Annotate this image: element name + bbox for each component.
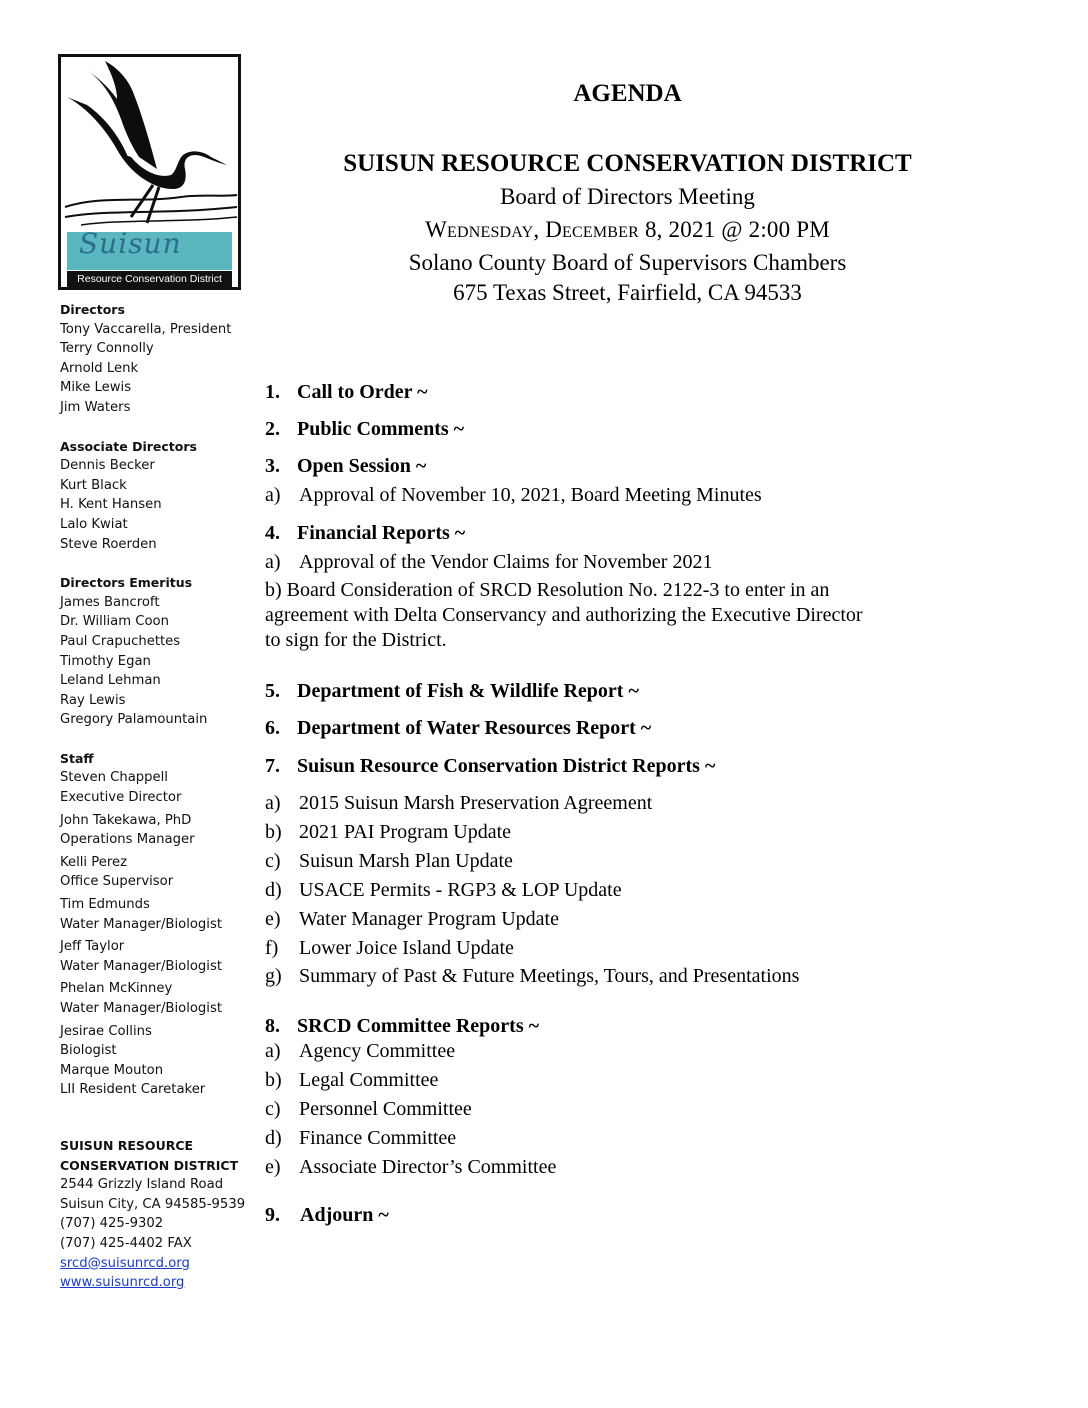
subitem-letter: b) (265, 1069, 282, 1091)
email-link[interactable]: srcd@suisunrcd.org (60, 1255, 190, 1271)
agenda-subitem-paragraph-line: b) Board Consideration of SRCD Resolution No. 2122-3 to enter in an (265, 579, 830, 601)
agenda-subitem (265, 1068, 438, 1093)
directors-group (60, 300, 260, 418)
item-label: SRCD Committee Reports ~ (297, 1015, 540, 1037)
staff-name: Marque Mouton (60, 1062, 164, 1078)
contact-org-name: SUISUN RESOURCE (60, 1137, 194, 1153)
subitem-text: Finance Committee (299, 1127, 457, 1149)
staff-group (60, 749, 260, 1100)
staff-name: Jeff Taylor (60, 939, 125, 955)
agenda-item (265, 1014, 539, 1039)
subitem-text: Water Manager Program Update (299, 908, 559, 930)
staff-name: Steven Chappell (60, 770, 168, 786)
item-number: 4. (265, 522, 280, 544)
item-label: Call to Order ~ (297, 381, 428, 403)
item-label: Suisun Resource Conservation District Reports ~ (297, 755, 716, 777)
item-number: 1. (265, 381, 280, 403)
staff-name: Jesirae Collins (60, 1023, 152, 1039)
subitem-letter: e) (265, 908, 281, 930)
district-logo (58, 54, 241, 290)
item-label: Financial Reports ~ (297, 522, 466, 544)
staff-name: Phelan McKinney (60, 981, 173, 997)
directors-emeritus-group (60, 573, 260, 730)
agenda-subitem (265, 1155, 556, 1180)
staff-title: Water Manager/Biologist (60, 958, 223, 974)
subitem-text: Legal Committee (299, 1069, 439, 1091)
contact-phone: (707) 425-9302 (60, 1216, 164, 1232)
emeritus-name: Paul Crapuchettes (60, 633, 181, 649)
contact-address: 2544 Grizzly Island Road (60, 1177, 224, 1193)
item-number: 7. (265, 755, 280, 777)
meeting-name: Board of Directors Meeting (500, 184, 755, 209)
agenda-subitem (265, 907, 559, 932)
agenda-item (265, 679, 639, 704)
staff-name: John Takekawa, PhD (60, 812, 192, 828)
subitem-letter: a) (265, 551, 281, 573)
associate-director-name: Lalo Kwiat (60, 516, 128, 532)
item-label: Adjourn ~ (300, 1204, 389, 1226)
subitem-text: Agency Committee (299, 1040, 456, 1062)
emeritus-name: Leland Lehman (60, 673, 161, 689)
staff-title: Operations Manager (60, 832, 195, 848)
subitem-text: Suisun Marsh Plan Update (299, 850, 513, 872)
agenda-subitem-paragraph-line: agreement with Delta Conservancy and authorizing the Executive Director (265, 604, 863, 626)
staff-title: Office Supervisor (60, 874, 174, 890)
associate-directors-group (60, 437, 260, 555)
meeting-address: 675 Texas Street, Fairfield, CA 94533 (453, 280, 802, 305)
subitem-text: 2021 PAI Program Update (299, 821, 512, 843)
emeritus-name: Timothy Egan (60, 653, 151, 669)
agenda-subitem (265, 849, 513, 874)
staff-name: Tim Edmunds (60, 897, 150, 913)
logo-script-text: Suisun (79, 227, 182, 260)
agenda-subitem (265, 483, 762, 508)
contact-city: Suisun City, CA 94585-9539 (60, 1196, 246, 1212)
staff-member (60, 937, 260, 976)
staff-member (60, 1022, 260, 1100)
director-name: Mike Lewis (60, 380, 132, 396)
item-label: Public Comments ~ (297, 418, 465, 440)
staff-title: Water Manager/Biologist (60, 1001, 223, 1016)
item-number: 3. (265, 455, 280, 477)
agenda-subitem (265, 878, 622, 903)
contact-org-name: CONSERVATION DISTRICT (60, 1157, 239, 1173)
agenda-subitem (265, 550, 712, 575)
item-number: 9. (265, 1204, 280, 1226)
agenda-title: AGENDA (573, 80, 682, 107)
subitem-text: Summary of Past & Future Meetings, Tours, and Presentations (299, 965, 800, 987)
emeritus-name: Gregory Palamountain (60, 712, 208, 728)
item-number: 2. (265, 418, 280, 440)
contact-block (60, 1136, 260, 1293)
staff-title: Water Manager/Biologist (60, 916, 223, 932)
subitem-letter: b) (265, 821, 282, 843)
subitem-letter: d) (265, 879, 282, 901)
associate-director-name: Steve Roerden (60, 536, 157, 552)
website-link[interactable]: www.suisunrcd.org (60, 1275, 185, 1291)
agenda-header (300, 78, 955, 306)
subitem-letter: f) (265, 937, 279, 959)
staff-title: Executive Director (60, 790, 182, 806)
associate-director-name: H. Kent Hansen (60, 497, 162, 513)
logo-caption: Resource Conservation District (67, 271, 232, 287)
directors-heading: Directors (60, 302, 125, 317)
emeritus-name: James Bancroft (60, 594, 160, 610)
item-label: Department of Water Resources Report ~ (297, 717, 652, 739)
subitem-text: Lower Joice Island Update (299, 937, 514, 959)
agenda-subitem (265, 1097, 472, 1122)
agenda-subitem (265, 820, 511, 845)
subitem-letter: a) (265, 484, 281, 506)
sidebar (60, 300, 260, 1293)
item-label: Open Session ~ (297, 455, 427, 477)
staff-name: Kelli Perez (60, 854, 128, 870)
subitem-letter: e) (265, 1156, 281, 1178)
emeritus-name: Dr. William Coon (60, 614, 169, 630)
agenda-subitem (265, 964, 799, 989)
staff-member (60, 979, 260, 1018)
staff-title: LII Resident Caretaker (60, 1082, 206, 1098)
item-number: 8. (265, 1015, 280, 1037)
subitem-text: Associate Director’s Committee (299, 1156, 557, 1178)
staff-member (60, 853, 260, 892)
staff-member (60, 895, 260, 934)
heron-icon (61, 57, 238, 229)
subitem-text: 2015 Suisun Marsh Preservation Agreement (299, 792, 653, 814)
associate-directors-heading: Associate Directors (60, 438, 197, 454)
subitem-text: Approval of November 10, 2021, Board Meeting Minutes (299, 484, 762, 506)
item-label: Department of Fish & Wildlife Report ~ (297, 680, 639, 702)
agenda-item (265, 754, 715, 779)
agenda-item (265, 1203, 389, 1228)
agenda-item (265, 417, 464, 442)
agenda-subitem (265, 936, 514, 961)
subitem-letter: a) (265, 1040, 281, 1062)
emeritus-name: Ray Lewis (60, 692, 126, 708)
director-name: Jim Waters (60, 399, 131, 415)
agenda-item (265, 454, 426, 479)
agenda-item (265, 521, 465, 546)
subitem-letter: c) (265, 1098, 281, 1120)
subitem-letter: g) (265, 965, 282, 987)
agenda-subitem-paragraph-line: to sign for the District. (265, 629, 447, 651)
associate-director-name: Kurt Black (60, 477, 127, 493)
staff-member (60, 811, 260, 850)
district-title: SUISUN RESOURCE CONSERVATION DISTRICT (343, 150, 912, 177)
staff-title: Biologist (60, 1043, 117, 1059)
meeting-date: Wednesday, December 8, 2021 @ 2:00 PM (425, 217, 830, 242)
agenda-subitem (265, 791, 652, 816)
director-name: Arnold Lenk (60, 360, 139, 376)
subitem-text: Approval of the Vendor Claims for November 2021 (299, 551, 713, 573)
director-name: Terry Connolly (60, 341, 154, 357)
staff-member (60, 768, 260, 807)
agenda-item (265, 380, 428, 405)
agenda-item (265, 716, 651, 741)
item-number: 6. (265, 717, 280, 739)
item-number: 5. (265, 680, 280, 702)
subitem-text: USACE Permits - RGP3 & LOP Update (299, 879, 622, 901)
subitem-letter: d) (265, 1127, 282, 1149)
contact-fax: (707) 425-4402 FAX (60, 1235, 192, 1251)
subitem-letter: c) (265, 850, 281, 872)
subitem-text: Personnel Committee (299, 1098, 472, 1120)
staff-heading: Staff (60, 750, 94, 766)
subitem-letter: a) (265, 792, 281, 814)
director-name: Tony Vaccarella, President (60, 321, 232, 337)
agenda-subitem (265, 1039, 455, 1064)
meeting-location: Solano County Board of Supervisors Chambers (408, 250, 847, 275)
agenda-subitem (265, 1126, 456, 1151)
associate-director-name: Dennis Becker (60, 458, 155, 474)
directors-emeritus-heading: Directors Emeritus (60, 575, 193, 591)
